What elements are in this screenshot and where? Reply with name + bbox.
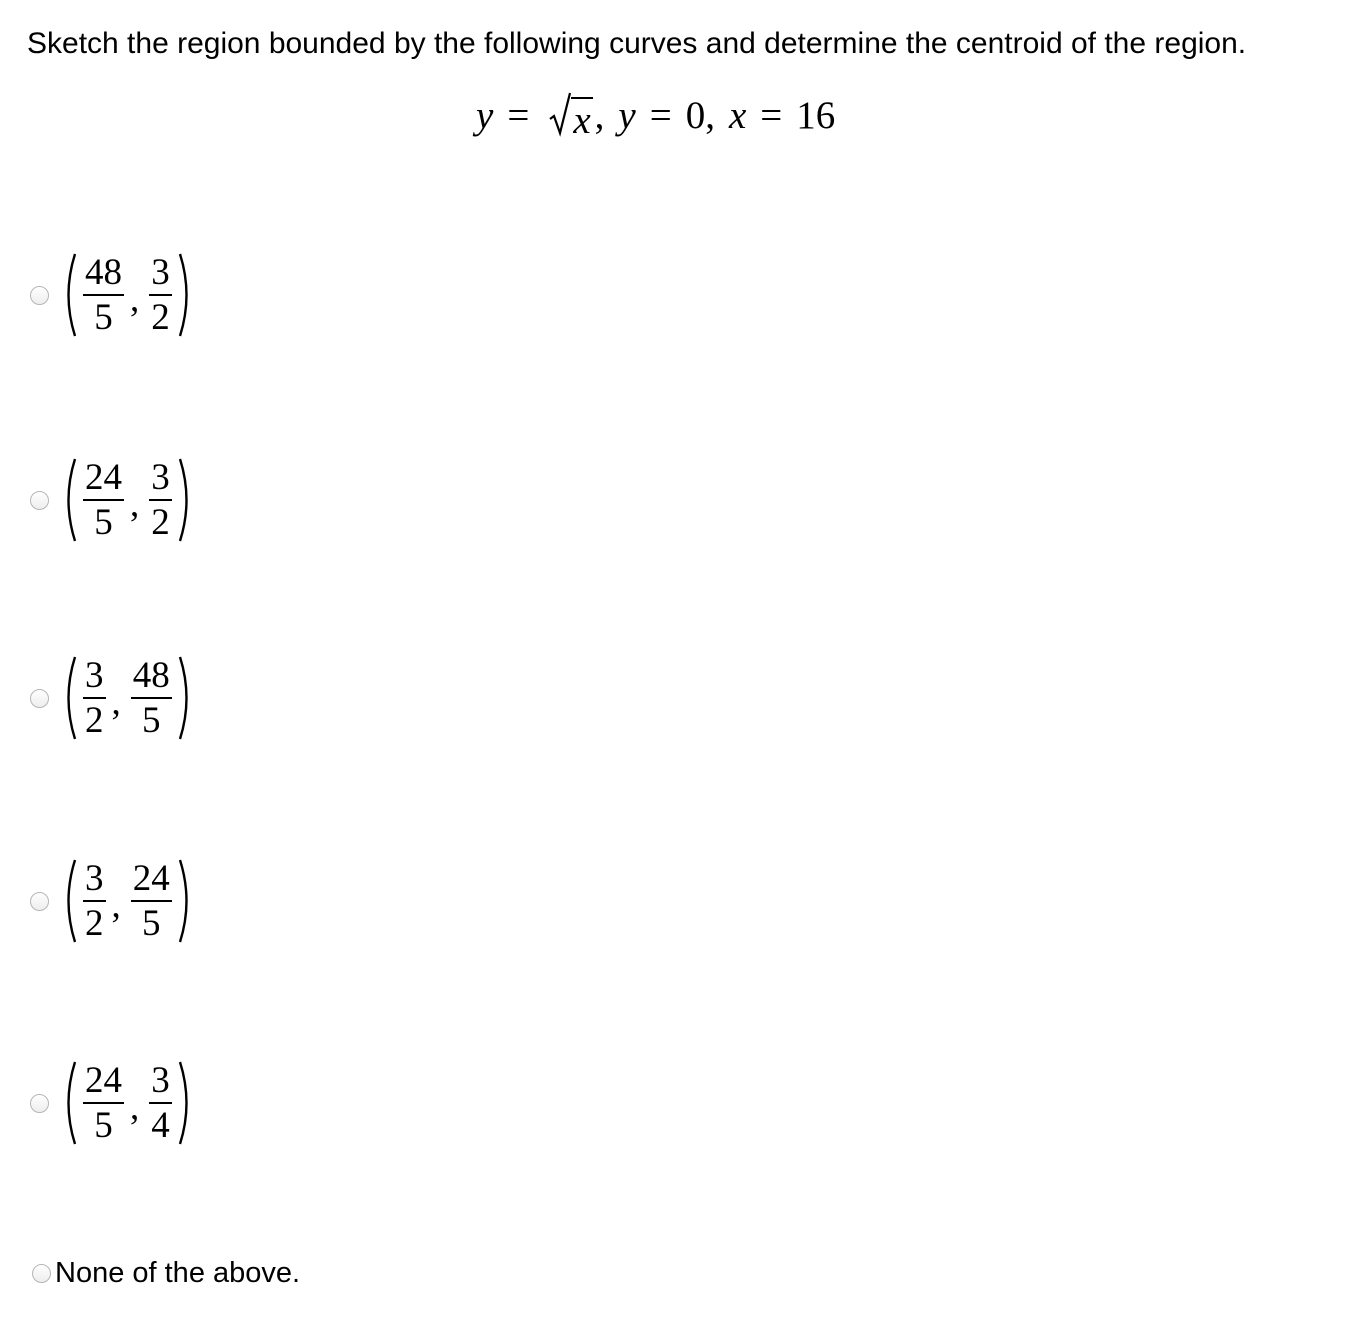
fraction-bar [83,1102,124,1104]
left-paren-icon [59,655,79,741]
radio-button[interactable] [30,689,49,708]
none-of-the-above-label: None of the above. [55,1257,301,1289]
equation-var-y2: y [618,94,636,137]
equation-var-x: x [728,94,747,137]
fraction-bar [131,697,172,699]
x-denominator: 5 [94,1104,113,1146]
right-paren-icon [176,655,196,741]
option-math [59,1060,196,1146]
fraction-bar [83,900,106,902]
question-text: Sketch the region bounded by the following curves and determine the centroid of the region. [27,27,1247,60]
y-numerator: 3 [151,251,170,293]
x-numerator: 24 [85,1059,122,1101]
comma: , [130,1086,140,1128]
answer-option-4[interactable] [30,858,196,944]
x-fraction [79,857,110,944]
right-paren-icon [176,858,196,944]
left-paren-icon [59,858,79,944]
y-fraction [127,654,176,741]
answer-option-1[interactable] [30,252,196,338]
y-fraction [127,857,176,944]
fraction-bar [83,499,124,501]
left-paren-icon [59,252,79,338]
x-numerator: 24 [85,456,122,498]
y-fraction [145,1059,176,1146]
equation [476,88,835,144]
y-fraction [145,456,176,543]
equation-value-16: 16 [796,94,836,137]
y-denominator: 5 [142,699,161,741]
y-denominator: 5 [142,902,161,944]
x-fraction [79,456,128,543]
left-paren-icon [59,1060,79,1146]
fraction-bar [149,1102,172,1104]
y-denominator: 2 [151,296,170,338]
x-denominator: 2 [85,902,104,944]
radio-button[interactable] [30,1094,49,1113]
equation-var-y1: y [476,94,494,137]
y-denominator: 4 [151,1104,170,1146]
equation-equals-1: = [507,94,530,137]
x-denominator: 2 [85,699,104,741]
option-math [59,858,196,944]
x-fraction [79,251,128,338]
y-numerator: 3 [151,1059,170,1101]
radio-button[interactable] [30,286,49,305]
answer-option-3[interactable] [30,655,196,741]
y-numerator: 3 [151,456,170,498]
equation-separator-1: , [594,94,605,137]
left-paren-icon [59,457,79,543]
answer-option-none[interactable] [32,1254,300,1292]
x-denominator: 5 [94,296,113,338]
x-fraction [79,654,110,741]
answer-option-5[interactable] [30,1060,196,1146]
radio-button[interactable] [32,1264,51,1283]
x-denominator: 5 [94,501,113,543]
x-numerator: 48 [85,251,122,293]
option-math [59,252,196,338]
right-paren-icon [176,252,196,338]
fraction-bar [149,294,172,296]
comma: , [111,884,121,926]
y-fraction [145,251,176,338]
comma: , [130,278,140,320]
radical-sign-icon [549,91,571,137]
right-paren-icon [176,1060,196,1146]
square-root [549,91,592,141]
x-numerator: 3 [85,857,104,899]
equation-equals-3: = [760,94,783,137]
equation-separator-2: , [705,94,715,137]
radio-button[interactable] [30,892,49,911]
radio-button[interactable] [30,491,49,510]
option-math [59,457,196,543]
option-math [59,655,196,741]
answer-option-2[interactable] [30,457,196,543]
equation-value-0: 0 [685,94,706,137]
y-numerator: 48 [132,654,170,696]
y-numerator: 24 [132,857,170,899]
fraction-bar [83,697,106,699]
equation-equals-2: = [649,94,672,137]
y-denominator: 2 [151,501,170,543]
fraction-bar [131,900,172,902]
x-fraction [79,1059,128,1146]
right-paren-icon [176,457,196,543]
x-numerator: 3 [85,654,104,696]
fraction-bar [83,294,124,296]
radicand: x [573,99,591,142]
fraction-bar [149,499,172,501]
comma: , [111,681,121,723]
comma: , [130,483,140,525]
